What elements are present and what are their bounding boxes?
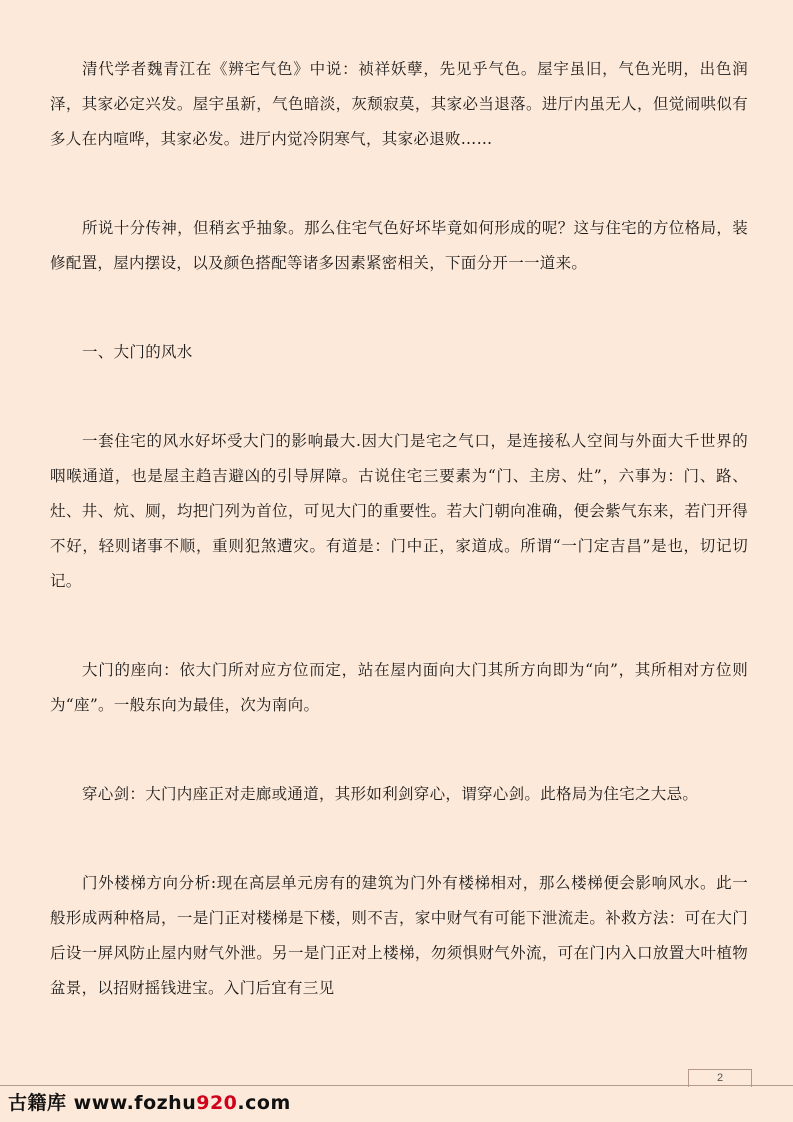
paragraph-door-orientation: 大门的座向：依大门所对应方位而定，站在屋内面向大门其所方向即为“向”，其所相对方位则为“座”。一般东向为最佳，次为南向。 [50, 661, 748, 714]
watermark-url-number: 920 [196, 1092, 238, 1114]
paragraph-spacer [50, 370, 748, 424]
paragraph-spacer [50, 723, 748, 777]
watermark-url-prefix: www.fozhu [73, 1092, 197, 1114]
paragraph-spacer [50, 157, 748, 211]
paragraph-spacer [50, 281, 748, 335]
footer-divider [0, 1085, 793, 1086]
page-number: 2 [688, 1069, 752, 1087]
site-watermark [8, 1088, 291, 1115]
paragraph-explanation: 所说十分传神，但稍玄乎抽象。那么住宅气色好坏毕竟如何形成的呢？这与住宅的方位格局，装修配置，屋内摆设，以及颜色搭配等诸多因素紧密相关，下面分开一一道来。 [50, 219, 748, 272]
watermark-url-suffix: .com [237, 1092, 291, 1114]
watermark-site-name: 古籍库 [8, 1092, 67, 1114]
paragraph-spacer [50, 812, 748, 866]
document-body [50, 52, 748, 1006]
paragraph-intro-quote: 清代学者魏青江在《辨宅气色》中说：祯祥妖孽，先见乎气色。屋宇虽旧，气色光明，出色润泽，其家必定兴发。屋宇虽新，气色暗淡，灰颓寂莫，其家必当退落。进厅内虽无人，但觉闹哄似有多人在内喧哗，其家必发。进厅内觉冷阴寒气，其家必退败…… [50, 60, 748, 148]
paragraph-piercing-sword: 穿心剑：大门内座正对走廊或通道，其形如利剑穿心，谓穿心剑。此格局为住宅之大忌。 [82, 785, 699, 803]
paragraph-stairs-analysis: 门外楼梯方向分析:现在高层单元房有的建筑为门外有楼梯相对，那么楼梯便会影响风水。此一般形成两种格局，一是门正对楼梯是下楼，则不吉，家中财气有可能下泄流走。补救方法：可在大门后设一屏风防止屋内财气外泄。另一是门正对上楼梯，勿须惧财气外流，可在门内入口放置大叶植物盆景，以招财摇钱进宝。入门后宜有三见 [50, 874, 748, 997]
paragraph-spacer [50, 599, 748, 653]
paragraph-door-importance: 一套住宅的风水好坏受大门的影响最大.因大门是宅之气口，是连接私人空间与外面大千世界的咽喉通道，也是屋主趋吉避凶的引导屏障。古说住宅三要素为“门、主房、灶”，六事为：门、路、灶、井、炕、厕，均把门列为首位，可见大门的重要性。若大门朝向准确，便会紫气东来，若门开得不好，轻则诸事不顺，重则犯煞遭灾。有道是：门中正，家道成。所谓“一门定吉昌”是也，切记切记。 [50, 432, 748, 590]
section-heading-door: 一、大门的风水 [82, 343, 193, 361]
